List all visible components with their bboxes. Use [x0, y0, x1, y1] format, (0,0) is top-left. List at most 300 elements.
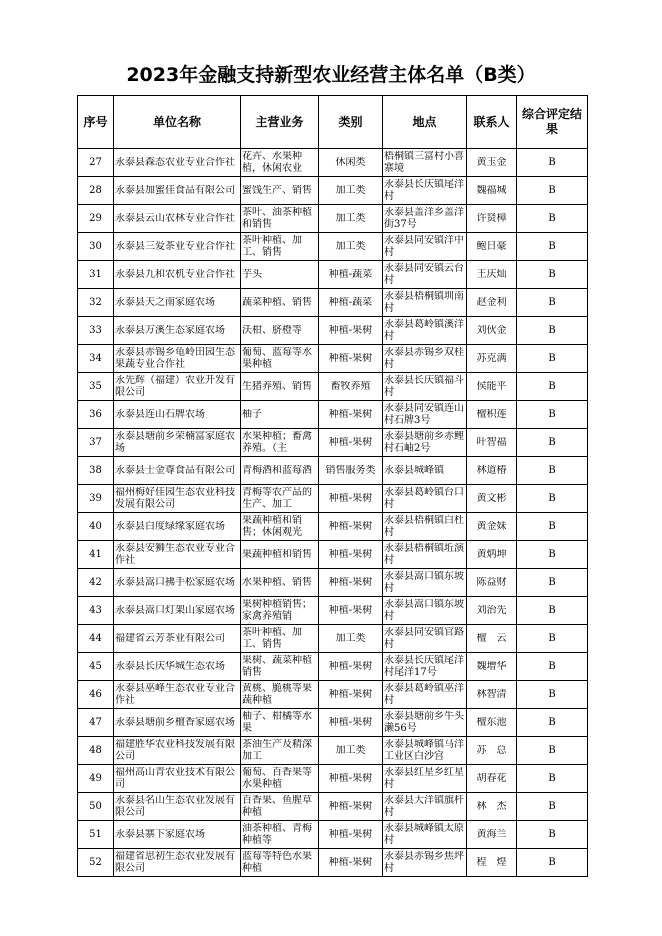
cell-category-text: 种植-蔬菜	[328, 268, 373, 280]
cell-contact-text: 檀积莲	[476, 408, 507, 420]
table-row	[78, 457, 588, 485]
cell-main-business	[241, 205, 319, 233]
page-title: 2023年金融支持新型农业经营主体名单（B类）	[126, 64, 536, 86]
table-row	[78, 429, 588, 457]
cell-category-text: 种植-果树	[328, 492, 373, 504]
cell-location-text: 永泰县葛岭镇台口村	[384, 486, 464, 510]
cell-category	[319, 373, 383, 401]
cell-category-text: 加工类	[335, 212, 366, 224]
cell-rating-text: B	[548, 156, 556, 168]
cell-location	[383, 401, 467, 429]
cell-index	[78, 793, 114, 821]
cell-main-business	[241, 709, 319, 737]
cell-contact	[467, 597, 517, 625]
cell-unit-name	[114, 569, 241, 597]
cell-rating-text: B	[548, 716, 556, 728]
cell-index-text: 40	[89, 520, 102, 532]
cell-category-text: 加工类	[335, 240, 366, 252]
cell-category	[319, 261, 383, 289]
cell-main-business	[241, 737, 319, 765]
cell-rating	[517, 373, 588, 401]
cell-category	[319, 457, 383, 485]
cell-rating-text: B	[548, 688, 556, 700]
header-contact: 联系人	[467, 96, 517, 149]
cell-unit-name-text: 永泰县白度绿缘家庭农场	[115, 520, 225, 532]
cell-rating-text: B	[548, 240, 556, 252]
cell-category	[319, 289, 383, 317]
cell-main-business-text: 葡萄、百香果等水果种植	[242, 766, 312, 790]
cell-location	[383, 849, 467, 877]
table-row	[78, 625, 588, 653]
cell-rating-text: B	[548, 436, 556, 448]
table-header-row	[78, 96, 588, 149]
cell-main-business-text: 蓝莓等特色水果种植	[242, 850, 312, 874]
cell-unit-name	[114, 765, 241, 793]
cell-main-business-text: 果树种植销售；家禽养殖销	[242, 598, 312, 622]
cell-contact-text: 王庆灿	[476, 268, 507, 280]
cell-location-text: 永泰县赤锡乡双桂村	[384, 346, 464, 370]
header-unit-name: 单位名称	[114, 96, 241, 149]
cell-main-business-text: 茶油生产及精深加工	[242, 738, 312, 762]
cell-unit-name-text: 永泰县塘前乡荣楠富家庭农场	[115, 430, 235, 454]
cell-main-business	[241, 485, 319, 513]
cell-contact-text: 胡春花	[476, 772, 507, 784]
table-row	[78, 681, 588, 709]
cell-unit-name-text: 福州梅好佳园生态农业科技发展有限公司	[115, 486, 235, 510]
cell-index	[78, 373, 114, 401]
cell-unit-name	[114, 457, 241, 485]
cell-location	[383, 177, 467, 205]
cell-location-text: 永泰县长庆镇尾洋村尾洋17号	[384, 654, 464, 678]
cell-index-text: 52	[89, 856, 102, 868]
cell-location	[383, 625, 467, 653]
cell-rating	[517, 625, 588, 653]
cell-location	[383, 345, 467, 373]
cell-category	[319, 429, 383, 457]
cell-rating	[517, 457, 588, 485]
cell-index-text: 47	[89, 716, 102, 728]
cell-category-text: 种植-果树	[328, 324, 373, 336]
cell-index-text: 39	[89, 492, 102, 504]
table-row	[78, 513, 588, 541]
cell-main-business-text: 果蔬种植和销售；休闲观光	[242, 514, 302, 538]
cell-unit-name	[114, 541, 241, 569]
cell-index	[78, 821, 114, 849]
cell-main-business-text: 沃柑、脐橙等	[242, 324, 302, 336]
cell-index	[78, 653, 114, 681]
cell-index-text: 29	[89, 212, 102, 224]
cell-index	[78, 849, 114, 877]
cell-rating-text: B	[548, 856, 556, 868]
cell-contact	[467, 345, 517, 373]
cell-unit-name	[114, 429, 241, 457]
cell-main-business-text: 柚子	[242, 408, 262, 420]
cell-main-business	[241, 149, 319, 177]
cell-category-text: 加工类	[335, 744, 366, 756]
cell-contact-text: 魏福城	[476, 184, 507, 196]
header-main-business: 主营业务	[241, 96, 319, 149]
cell-location	[383, 737, 467, 765]
cell-rating	[517, 849, 588, 877]
cell-index	[78, 205, 114, 233]
cell-index	[78, 429, 114, 457]
cell-rating-text: B	[548, 744, 556, 756]
cell-rating	[517, 205, 588, 233]
cell-unit-name	[114, 513, 241, 541]
cell-index-text: 43	[89, 604, 102, 616]
cell-contact	[467, 569, 517, 597]
cell-index	[78, 457, 114, 485]
table-row	[78, 485, 588, 513]
cell-rating	[517, 261, 588, 289]
cell-rating-text: B	[548, 828, 556, 840]
cell-category	[319, 793, 383, 821]
cell-unit-name	[114, 345, 241, 373]
cell-location-text: 永泰县梧桐镇白杜村	[384, 514, 464, 538]
cell-unit-name-text: 永泰县塘前乡檀香家庭农场	[115, 716, 235, 728]
cell-main-business-text: 生猪养殖、销售	[242, 380, 312, 392]
cell-category	[319, 653, 383, 681]
cell-main-business	[241, 569, 319, 597]
cell-contact	[467, 177, 517, 205]
cell-index	[78, 149, 114, 177]
cell-category	[319, 625, 383, 653]
cell-unit-name-text: 永泰县长庆华城生态农场	[115, 660, 225, 672]
cell-category	[319, 737, 383, 765]
cell-rating	[517, 233, 588, 261]
cell-location	[383, 681, 467, 709]
cell-index	[78, 485, 114, 513]
cell-unit-name	[114, 709, 241, 737]
cell-rating	[517, 597, 588, 625]
cell-index-text: 31	[89, 268, 102, 280]
cell-index	[78, 261, 114, 289]
cell-unit-name-text: 永泰县森态农业专业合作社	[115, 156, 235, 168]
cell-contact-text: 鲍日豪	[476, 240, 507, 252]
table-row	[78, 317, 588, 345]
cell-unit-name	[114, 653, 241, 681]
cell-contact-text: 檀 云	[476, 632, 507, 644]
cell-location-text: 永泰县嵩口镇东坡村	[384, 598, 464, 622]
cell-contact-text: 林 杰	[476, 800, 507, 812]
cell-location	[383, 793, 467, 821]
cell-contact	[467, 261, 517, 289]
cell-index	[78, 681, 114, 709]
cell-category-text: 种植-果树	[328, 408, 373, 420]
cell-unit-name-text: 永泰县安狮生态农业专业合作社	[115, 542, 235, 566]
cell-index-text: 38	[89, 464, 102, 476]
cell-rating-text: B	[548, 548, 556, 560]
table-row	[78, 541, 588, 569]
cell-unit-name-text: 福州高山青农业技术有限公司	[115, 766, 235, 790]
cell-unit-name-text: 永泰县九和农机专业合作社	[115, 268, 235, 280]
cell-index-text: 48	[89, 744, 102, 756]
header-rating: 综合评定结果	[517, 96, 588, 149]
cell-unit-name-text: 永泰县云山农林专业合作社	[115, 212, 235, 224]
cell-contact-text: 侯能平	[476, 380, 507, 392]
cell-rating	[517, 821, 588, 849]
table-row	[78, 373, 588, 401]
cell-unit-name	[114, 177, 241, 205]
cell-unit-name	[114, 849, 241, 877]
cell-contact	[467, 429, 517, 457]
cell-unit-name-text: 福建胜华农业科技发展有限公司	[115, 738, 235, 762]
cell-rating-text: B	[548, 212, 556, 224]
cell-rating-text: B	[548, 380, 556, 392]
cell-contact-text: 林道椿	[476, 464, 507, 476]
cell-contact-text: 林智清	[476, 688, 507, 700]
cell-main-business	[241, 401, 319, 429]
cell-category	[319, 317, 383, 345]
cell-unit-name	[114, 821, 241, 849]
cell-contact-text: 赵金利	[476, 296, 507, 308]
cell-location-text: 永泰县同安镇云台村	[384, 262, 464, 286]
cell-unit-name	[114, 401, 241, 429]
cell-unit-name-text: 永泰县天之南家庭农场	[115, 296, 215, 308]
cell-rating-text: B	[548, 408, 556, 420]
cell-contact-text: 程 煌	[476, 856, 507, 868]
cell-category	[319, 849, 383, 877]
cell-contact-text: 黄文彬	[476, 492, 507, 504]
header-index: 序号	[78, 96, 114, 149]
cell-location	[383, 289, 467, 317]
cell-index	[78, 289, 114, 317]
cell-location-text: 永泰县红星乡红星村	[384, 766, 464, 790]
table-row	[78, 345, 588, 373]
cell-location	[383, 485, 467, 513]
cell-location-text: 永泰县城峰镇太原村	[384, 822, 464, 846]
cell-index	[78, 569, 114, 597]
cell-main-business-text: 黄桃、脆桃等果蔬种植	[242, 682, 312, 706]
cell-contact	[467, 793, 517, 821]
cell-location-text: 永泰县梧桐镇圳南村	[384, 290, 464, 314]
cell-main-business-text: 青梅酒和蓝莓酒	[242, 464, 312, 476]
cell-category	[319, 765, 383, 793]
cell-contact	[467, 681, 517, 709]
cell-location-text: 永泰县同安镇官路村	[384, 626, 464, 650]
table-row	[78, 233, 588, 261]
cell-rating-text: B	[548, 464, 556, 476]
cell-unit-name-text: 永泰县巫峰生态农业专业合作社	[115, 682, 235, 706]
cell-index-text: 28	[89, 184, 102, 196]
cell-unit-name	[114, 205, 241, 233]
cell-contact	[467, 765, 517, 793]
cell-category-text: 销售服务类	[325, 464, 376, 476]
cell-category-text: 种植-果树	[328, 520, 373, 532]
cell-category	[319, 485, 383, 513]
cell-main-business-text: 花卉、水果种植，休闲农业	[242, 150, 302, 174]
cell-category-text: 畜牧养殖	[330, 380, 371, 392]
cell-contact	[467, 653, 517, 681]
cell-rating	[517, 317, 588, 345]
cell-location	[383, 457, 467, 485]
cell-rating-text: B	[548, 268, 556, 280]
cell-main-business	[241, 289, 319, 317]
cell-rating	[517, 289, 588, 317]
cell-contact-text: 魏增华	[476, 660, 507, 672]
table-row	[78, 709, 588, 737]
cell-rating-text: B	[548, 492, 556, 504]
cell-location	[383, 233, 467, 261]
cell-index-text: 36	[89, 408, 102, 420]
table-row	[78, 569, 588, 597]
cell-category-text: 种植-果树	[328, 828, 373, 840]
cell-main-business-text: 果树、蔬菜种植销售	[242, 654, 312, 678]
cell-index-text: 45	[89, 660, 102, 672]
cell-unit-name	[114, 317, 241, 345]
table-row	[78, 653, 588, 681]
cell-main-business	[241, 317, 319, 345]
cell-category	[319, 177, 383, 205]
cell-location	[383, 653, 467, 681]
cell-index-text: 35	[89, 380, 102, 392]
cell-main-business	[241, 513, 319, 541]
cell-index	[78, 345, 114, 373]
cell-index-text: 27	[89, 156, 102, 168]
cell-rating-text: B	[548, 352, 556, 364]
cell-category-text: 种植-果树	[328, 800, 373, 812]
cell-main-business	[241, 373, 319, 401]
entity-table	[77, 95, 588, 877]
cell-contact	[467, 709, 517, 737]
cell-location-text: 永泰县城峰镇	[384, 464, 444, 476]
cell-location-text: 永泰县嵩口镇东坡村	[384, 570, 464, 594]
cell-rating-text: B	[548, 576, 556, 588]
cell-location-text: 永泰县葛岭镇巫洋村	[384, 682, 464, 706]
cell-main-business-text: 蜜饯生产、销售	[242, 184, 312, 196]
cell-rating	[517, 149, 588, 177]
cell-main-business-text: 茶叶种植、加工、销售	[242, 234, 302, 258]
cell-category-text: 休闲类	[335, 156, 366, 168]
cell-contact	[467, 317, 517, 345]
cell-rating	[517, 709, 588, 737]
cell-location	[383, 317, 467, 345]
cell-rating	[517, 429, 588, 457]
cell-contact-text: 苏 总	[476, 744, 507, 756]
cell-location	[383, 765, 467, 793]
cell-index-text: 51	[89, 828, 102, 840]
cell-contact	[467, 149, 517, 177]
cell-rating	[517, 485, 588, 513]
cell-main-business	[241, 261, 319, 289]
cell-index	[78, 513, 114, 541]
cell-contact	[467, 233, 517, 261]
cell-main-business	[241, 849, 319, 877]
cell-index-text: 46	[89, 688, 102, 700]
cell-contact	[467, 205, 517, 233]
cell-rating-text: B	[548, 660, 556, 672]
cell-rating	[517, 737, 588, 765]
cell-contact-text: 檀东池	[476, 716, 507, 728]
cell-rating-text: B	[548, 604, 556, 616]
cell-index	[78, 317, 114, 345]
cell-contact-text: 黄玉金	[476, 156, 507, 168]
cell-contact-text: 许贤樟	[476, 212, 507, 224]
cell-category-text: 种植-果树	[328, 604, 373, 616]
cell-contact	[467, 289, 517, 317]
cell-main-business-text: 果蔬种植和销售	[242, 548, 312, 560]
cell-index-text: 34	[89, 352, 102, 364]
cell-category-text: 种植-果树	[328, 716, 373, 728]
cell-rating-text: B	[548, 184, 556, 196]
cell-index-text: 30	[89, 240, 102, 252]
cell-rating	[517, 513, 588, 541]
header-location: 地点	[383, 96, 467, 149]
cell-location-text: 梧桐镇三富村小喜寨境	[384, 150, 464, 174]
cell-location-text: 永泰县同安镇连山村石牌3号	[384, 402, 464, 426]
cell-main-business	[241, 653, 319, 681]
cell-unit-name-text: 永泰县连山石牌农场	[115, 408, 205, 420]
cell-category	[319, 541, 383, 569]
table-row	[78, 597, 588, 625]
cell-main-business-text: 茶叶、油茶种植和销售	[242, 206, 312, 230]
cell-index	[78, 233, 114, 261]
cell-main-business	[241, 793, 319, 821]
cell-rating	[517, 793, 588, 821]
table-row	[78, 205, 588, 233]
cell-unit-name-text: 永泰县嵩口灯架山家庭农场	[115, 604, 235, 616]
cell-location-text: 永泰县赤锡乡焦坪村	[384, 850, 464, 874]
cell-main-business-text: 百香果、鱼腥草种植	[242, 794, 312, 818]
cell-category	[319, 149, 383, 177]
cell-category	[319, 345, 383, 373]
cell-index-text: 49	[89, 772, 102, 784]
cell-category-text: 加工类	[335, 632, 366, 644]
cell-main-business	[241, 233, 319, 261]
cell-contact-text: 刘治先	[476, 604, 507, 616]
cell-category	[319, 513, 383, 541]
cell-contact	[467, 541, 517, 569]
cell-rating	[517, 541, 588, 569]
cell-location-text: 永泰县塘前乡牛头濑56号	[384, 710, 464, 734]
table-row	[78, 289, 588, 317]
header-category: 类别	[319, 96, 383, 149]
cell-location	[383, 541, 467, 569]
cell-category	[319, 205, 383, 233]
cell-rating-text: B	[548, 296, 556, 308]
cell-unit-name-text: 永先辉（福建）农业开发有限公司	[115, 374, 235, 398]
cell-unit-name-text: 永泰县士金尊食品有限公司	[115, 464, 235, 476]
cell-location-text: 永泰县塘前乡赤鲤村石岫2号	[384, 430, 464, 454]
cell-contact-text: 黄金妹	[476, 520, 507, 532]
cell-location	[383, 709, 467, 737]
cell-main-business	[241, 345, 319, 373]
cell-unit-name	[114, 681, 241, 709]
cell-unit-name-text: 永泰县加蜜佳食品有限公司	[115, 184, 235, 196]
cell-contact	[467, 373, 517, 401]
cell-main-business	[241, 597, 319, 625]
cell-contact-text: 陈益财	[476, 576, 507, 588]
cell-unit-name	[114, 149, 241, 177]
cell-main-business	[241, 177, 319, 205]
cell-contact-text: 苏克满	[476, 352, 507, 364]
cell-index	[78, 625, 114, 653]
cell-unit-name-text: 福建省云芳茶业有限公司	[115, 632, 225, 644]
cell-unit-name-text: 永泰县寨下家庭农场	[115, 828, 205, 840]
cell-category-text: 种植-果树	[328, 576, 373, 588]
cell-unit-name	[114, 485, 241, 513]
cell-main-business-text: 油茶种植、青梅种植等	[242, 822, 312, 846]
cell-rating	[517, 177, 588, 205]
cell-category	[319, 709, 383, 737]
table-row	[78, 821, 588, 849]
cell-unit-name-text: 永泰县三爱茶业专业合作社	[115, 240, 235, 252]
cell-category-text: 种植-果树	[328, 548, 373, 560]
cell-category	[319, 569, 383, 597]
cell-index-text: 32	[89, 296, 102, 308]
cell-rating	[517, 653, 588, 681]
cell-contact-text: 叶智福	[476, 436, 507, 448]
